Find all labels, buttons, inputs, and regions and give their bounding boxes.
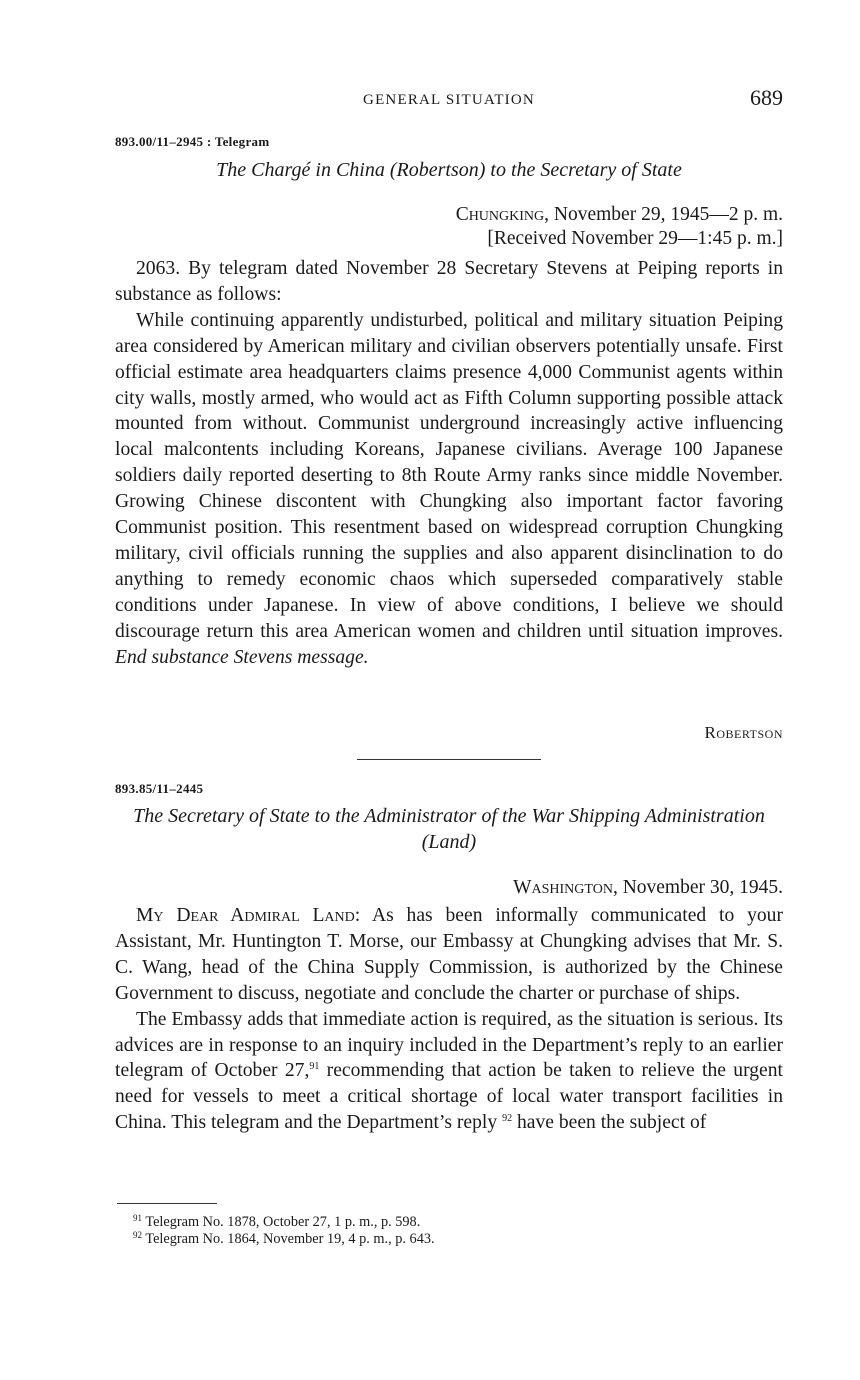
footnote-number: 92	[133, 1230, 142, 1240]
footnote-number: 91	[133, 1213, 142, 1223]
doc2-para-2-c: have been the subject of	[512, 1112, 707, 1134]
doc2-dateline-date: , November 30, 1945.	[612, 877, 783, 898]
doc1-dateline	[115, 203, 783, 227]
doc2-title: The Secretary of State to the Administrator of the War Shipping Administration (Land)	[133, 805, 765, 853]
page-number: 689	[750, 85, 783, 110]
running-head	[115, 85, 783, 116]
footnote-ref-92: 92	[502, 1113, 513, 1125]
doc2-para-2-b: recommending that action be taken to relieve the urgent need for vessels to meet a critical shortage of local water transport facilities in China. This telegram and the Department’s reply	[115, 1060, 783, 1134]
doc2-dateline-place: Washington	[513, 877, 613, 898]
section-divider	[357, 759, 541, 760]
doc1-para-2-end: End substance Stevens message.	[115, 646, 369, 668]
doc1-title: The Chargé in China (Robertson) to the Secretary of State	[216, 159, 682, 181]
doc2-para-1	[115, 903, 783, 1007]
doc2-salutation: My Dear Admiral Land	[136, 905, 355, 926]
doc2-body	[115, 903, 783, 1136]
footnote-divider	[117, 1203, 217, 1204]
doc1-signature: Robertson	[704, 723, 783, 742]
doc1-dateline-date: , November 29, 1945—2 p. m.	[544, 204, 783, 225]
footnotes	[133, 1214, 783, 1248]
doc1-para-2-text: While continuing apparently undisturbed, political and military situation Peiping area considered by American military and civilian observers potentially unsafe. First official estimate area headquarters claims presence 4,000 Communist agents within city walls, mostly armed, who would act as Fifth Column supporting possible attack mounted from without. Communist underground increasingly active influencing local malcontents including Koreans, Japanese civilians. Average 100 Japanese soldiers daily reported deserting to 8th Route Army ranks since middle November. Growing Chinese discontent with Chungking also important factor favoring Communist position. This resentment based on widespread corruption Chungking military, civil officials running the supplies and also apparent disinclination to do anything to remedy economic chaos which superseded comparatively stable conditions under Japanese. In view of above conditions, I believe we should discourage return this area American women and children until situation improves.	[115, 309, 783, 642]
footnote-text: Telegram No. 1878, October 27, 1 p. m., p. 598.	[145, 1214, 421, 1230]
doc1-file-number: 893.00/11–2945 : Telegram	[115, 134, 270, 149]
doc2-para-1-text: : As has been informally communicated to your Assistant, Mr. Huntington T. Morse, our Embassy at Chungking advises that Mr. S. C. Wang, head of the China Supply Commission, is authorized by the Chinese Government to discuss, negotiate and conclude the charter or purchase of ships.	[115, 905, 784, 1004]
doc1-para-1: 2063. By telegram dated November 28 Secretary Stevens at Peiping reports in substance as follows:	[115, 258, 783, 305]
footnote-91	[133, 1214, 783, 1231]
doc1-received: [Received November 29—1:45 p. m.]	[487, 228, 783, 249]
footnote-ref-91: 91	[309, 1061, 320, 1073]
running-title: GENERAL SITUATION	[363, 92, 535, 108]
doc2-file-number: 893.85/11–2445	[115, 781, 204, 796]
doc2-para-2-a: The Embassy adds that immediate action is required, as the situation is serious. Its advices are in response to an inquiry included in the Department’s reply to an earlier telegram of October 27,	[115, 1008, 783, 1082]
doc2-para-2	[115, 1007, 783, 1137]
doc1-dateline-place: Chungking	[455, 204, 545, 225]
footnote-text: Telegram No. 1864, November 19, 4 p. m., p. 643.	[145, 1231, 435, 1247]
doc1-body	[115, 256, 783, 671]
doc2-dateline	[115, 876, 783, 900]
footnote-92	[133, 1231, 783, 1248]
doc1-para-2	[115, 308, 783, 671]
